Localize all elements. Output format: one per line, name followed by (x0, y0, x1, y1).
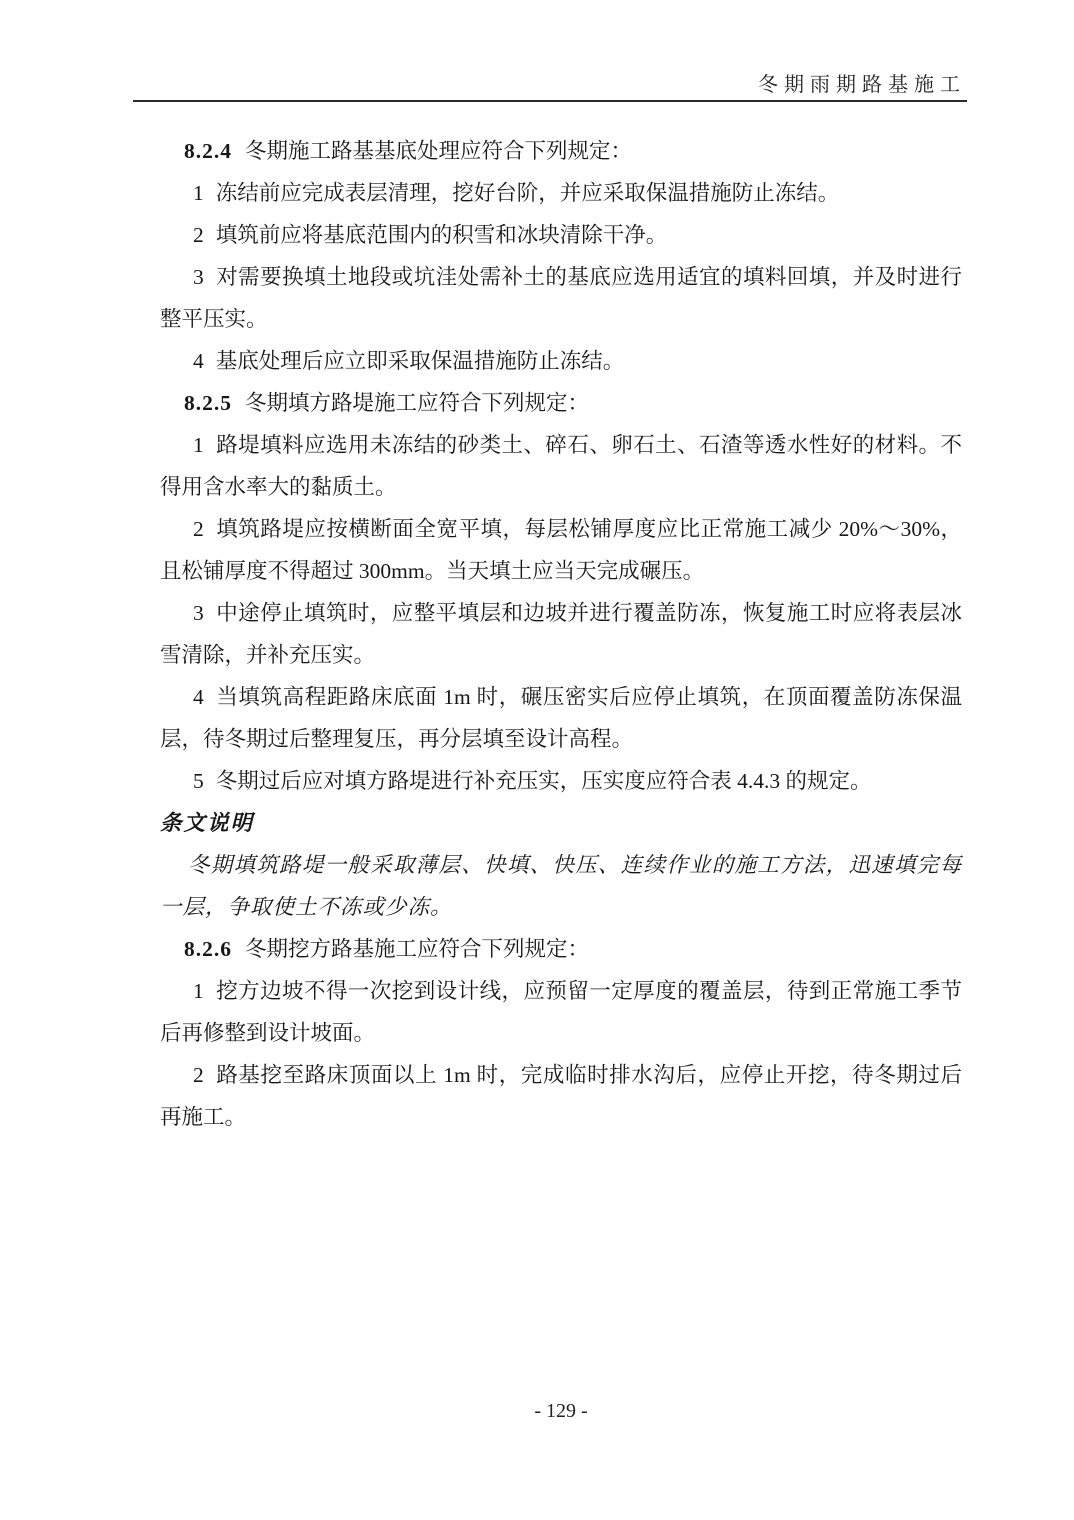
clause-title: 冬期填方路堤施工应符合下列规定： (245, 391, 590, 415)
header-rule (133, 100, 967, 102)
item-number: 4 (193, 685, 204, 709)
item-text: 挖方边坡不得一次挖到设计线，应预留一定厚度的覆盖层，待到正常施工季节后再修整到设计坡面。 (160, 979, 962, 1045)
page-number: - 129 - (534, 1400, 588, 1422)
clause-number: 8.2.6 (184, 937, 232, 961)
clause-824-item-1 (160, 172, 962, 214)
item-number: 1 (193, 433, 204, 457)
clause-825-item-4 (160, 676, 962, 760)
item-text: 基底处理后应立即采取保温措施防止冻结。 (215, 349, 625, 373)
item-text: 冬期过后应对填方路堤进行补充压实，压实度应符合表 4.4.3 的规定。 (215, 769, 872, 793)
item-number: 4 (193, 349, 204, 373)
clause-824-item-4 (160, 340, 962, 382)
item-text: 对需要换填土地段或坑洼处需补土的基底应选用适宜的填料回填，并及时进行整平压实。 (160, 265, 962, 331)
clause-824-item-2 (160, 214, 962, 256)
item-number: 2 (193, 1063, 204, 1087)
clause-number: 8.2.4 (184, 139, 232, 163)
item-text: 当填筑高程距路床底面 1m 时，碾压密实后应停止填筑，在顶面覆盖防冻保温层，待冬期过后整理复压，再分层填至设计高程。 (160, 685, 962, 751)
clause-title: 冬期挖方路基施工应符合下列规定： (245, 937, 590, 961)
commentary-paragraph: 冬期填筑路堤一般采取薄层、快填、快压、连续作业的施工方法，迅速填完每一层，争取使土不冻或少冻。 (160, 853, 962, 919)
item-number: 1 (193, 181, 204, 205)
clause-heading-824 (160, 130, 962, 172)
item-number: 2 (193, 223, 204, 247)
clause-number: 8.2.5 (184, 391, 232, 415)
clause-825-item-2 (160, 508, 962, 592)
item-text: 填筑路堤应按横断面全宽平填，每层松铺厚度应比正常施工减少 20%～30%，且松铺厚度不得超过 300mm。当天填土应当天完成碾压。 (160, 517, 962, 583)
item-number: 2 (193, 517, 204, 541)
clause-title: 冬期施工路基基底处理应符合下列规定： (245, 139, 633, 163)
clause-825-item-1 (160, 424, 962, 508)
clause-824-item-3 (160, 256, 962, 340)
clause-825-item-3 (160, 592, 962, 676)
item-number: 3 (193, 265, 204, 289)
item-number: 3 (193, 601, 204, 625)
item-number: 1 (193, 979, 204, 1003)
clause-heading-826 (160, 928, 962, 970)
running-header-title: 冬期雨期路基施工 (758, 74, 966, 96)
commentary-label: 条文说明 (160, 811, 255, 835)
clause-heading-825 (160, 382, 962, 424)
item-text: 路堤填料应选用未冻结的砂类土、碎石、卵石土、石渣等透水性好的材料。不得用含水率大的黏质土。 (160, 433, 962, 499)
item-text: 路基挖至路床顶面以上 1m 时，完成临时排水沟后，应停止开挖，待冬期过后再施工。 (160, 1063, 962, 1129)
item-text: 填筑前应将基底范围内的积雪和冰块清除干净。 (215, 223, 668, 247)
item-text: 中途停止填筑时，应整平填层和边坡并进行覆盖防冻，恢复施工时应将表层冰雪清除，并补充压实。 (160, 601, 962, 667)
clause-826-item-2 (160, 1054, 962, 1138)
clause-826-item-1 (160, 970, 962, 1054)
clause-825-item-5 (160, 760, 962, 802)
document-body (160, 130, 962, 1138)
item-text: 冻结前应完成表层清理，挖好台阶，并应采取保温措施防止冻结。 (215, 181, 840, 205)
item-number: 5 (193, 769, 204, 793)
